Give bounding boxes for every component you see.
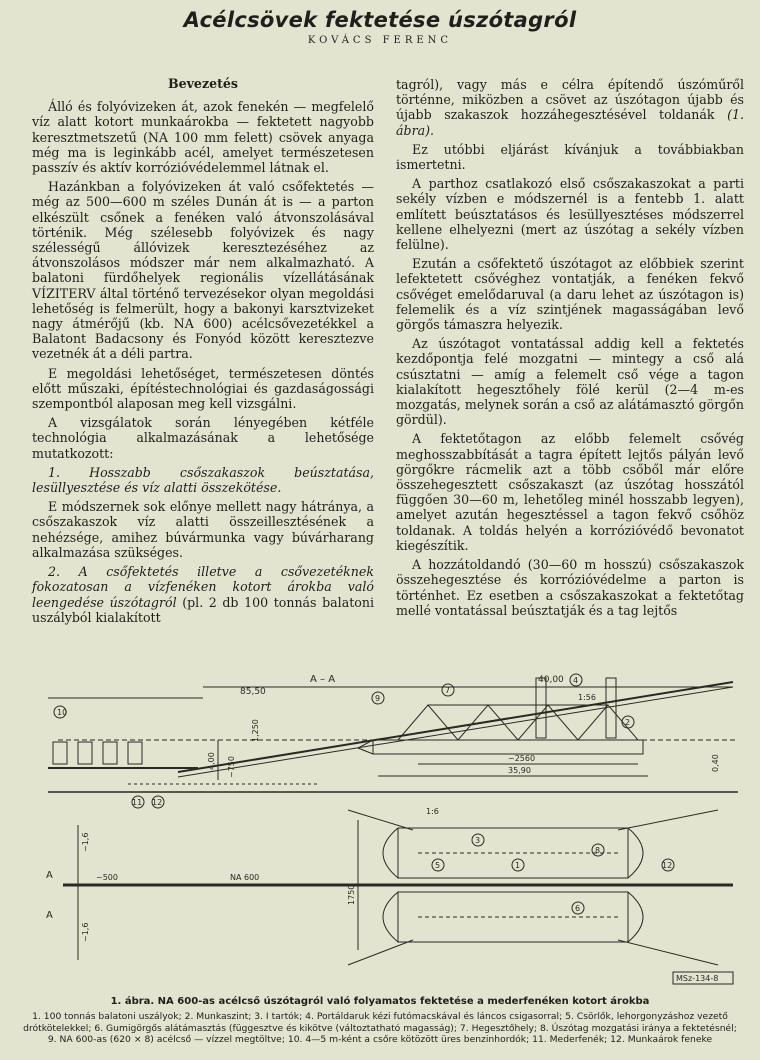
paragraph: Hazánkban a folyóvizeken át való csőfektetés — még az 500—600 m széles Dunán át is — a parton elkészült csőnek a fenéken való átvonszolásával történik. Még szélesebb folyóvizek és nagy szélességű állóvizek keresztezéséhez az átvonszolásos módszer már nem alkalmazható. A balatoni fürdőhelyek regionális vízellátásának VÍZITERV által történő tervezésekor olyan megoldási lehetőség is felmerült, hogy a bakonyi karsztvizeket nagy átmérőjű (kb. NA 600) acélcsővezetékkel a Balatont Badacsony és Fonyód között keresztezve vezetnék át a déli partra. bbox=[32, 179, 374, 362]
paragraph: A parthoz csatlakozó első csőszakaszokat a parti sekély vízben e módszernél is a fentebb 1. alatt említett beúsztatásos és lesüllyesztéses módszerrel kellene elhelyezni (mert az úszótag a sekély vízben felülne). bbox=[396, 176, 744, 253]
list-item-text: 1. Hosszabb csőszakaszok beúsztatása, lesüllyesztése és víz alatti összekötése. bbox=[32, 464, 374, 496]
figure-caption-title: 1. ábra. NA 600-as acélcső úszótagról való folyamatos fektetése a mederfenéken kotort árokba bbox=[110, 996, 650, 1007]
paragraph: E módszernek sok előnye mellett nagy hátránya, a csőszakaszok víz alatti összeillesztésének a nehézsége, amihez búvármunka vagy búvárharang alkalmazása szükséges. bbox=[32, 499, 374, 560]
section-heading: Bevezetés bbox=[167, 76, 239, 91]
barrel-icon bbox=[53, 742, 67, 764]
list-item-text: 2. A csőfektetés illetve a csővezetéknek fokozatosan a vízfenéken kotort árokba való leengedése úszótagról bbox=[32, 564, 374, 610]
callout-number: 9 bbox=[375, 694, 381, 703]
section-label: A – A bbox=[310, 674, 336, 685]
callout-number: 4 bbox=[573, 676, 579, 685]
anchor-cable bbox=[618, 940, 718, 965]
slope-label: 1:56 bbox=[578, 693, 596, 702]
callout-number: 12 bbox=[662, 861, 673, 870]
anchor-cable bbox=[618, 810, 718, 830]
barrel-icon bbox=[103, 742, 117, 764]
paragraph: Ez utóbbi eljárást kívánjuk a továbbiakban ismertetni. bbox=[396, 141, 744, 173]
dimension-label: ~2560 bbox=[508, 754, 536, 763]
list-item bbox=[32, 465, 374, 495]
slope-label: 1:6 bbox=[426, 807, 439, 816]
dimension-label: 1,250 bbox=[251, 719, 260, 742]
barrel-icon bbox=[78, 742, 92, 764]
right-column bbox=[396, 77, 744, 622]
dimension-label: 0,40 bbox=[711, 754, 720, 772]
dimension-label: 1750 bbox=[347, 884, 356, 905]
list-item-tail: (pl. 2 db 100 tonnás balatoni uszályból kialakított bbox=[32, 594, 374, 625]
truss bbox=[398, 705, 638, 740]
callout-number: 2 bbox=[625, 718, 631, 727]
paragraph: A vizsgálatok során lényegében kétféle technológia alkalmazásának a lehetősége mutatkozott: bbox=[32, 415, 374, 461]
dimension-label: 35,90 bbox=[508, 766, 531, 775]
section-marker: A bbox=[46, 910, 53, 921]
paragraph: E megoldási lehetőséget, természetesen döntés előtt műszaki, építéstechnológiai és gazdaságossági szempontból alaposan meg kell vizsgálni. bbox=[32, 365, 374, 412]
barge-bow-plan bbox=[383, 892, 398, 942]
paragraph: Az úszótagot vontatással addig kell a fektetés kezdőpontja felé mozgatni — mintegy a cső alá csúsztatni — amíg a felemelt cső vége a tagon kialakított hegesztőhely fölé kerül (2—4 m-es mozgatás, melynek során a cső az alátámasztó görgőn gördül). bbox=[396, 336, 744, 428]
article-title: Acélcsövek fektetése úszótagról bbox=[183, 8, 577, 32]
callout-number: 1 bbox=[515, 861, 521, 870]
paragraph: A fektetőtagon az előbb felemelt csővég meghosszabbítását a tagra épített lejtős pályán levő görgőkre rácmelik azt a több csőből már előre összehegesztett csőszakaszt (az úszótag hosszától függően 30—60 m, lehetőleg minél hosszabb legyen), amelyet azután hegesztéssel a tagon fekvő csőhöz toldanak. A toldás helyén a korrózióvédő bevonatot kiegészítik. bbox=[396, 431, 744, 553]
paragraph: A hozzátoldandó (30—60 m hosszú) csőszakaszok összehegesztése és korrózióvédelme a parton is történhet. Ez esetben a csőszakaszokat a fektetőtag mellé vontatással beúsztatják és a tag lejtős bbox=[396, 557, 744, 618]
barge bbox=[373, 740, 643, 754]
paragraph: Álló és folyóvizeken át, azok fenekén — megfelelő víz alatt kotort munkaárokba — fektetett nagyobb keresztmetszetű (NA 100 mm felett) csövek anyaga még ma is leginkább acél, amelyet természetesen passzív és aktív korrózióvédelemmel látnak el. bbox=[32, 99, 374, 176]
paragraph-text: tagról), vagy más e célra építendő úszóműről történne, miközben a csövet az úszótagon újabb és újabb szakaszok hozzáhegesztésével toldanák bbox=[396, 77, 744, 123]
callout-number: 12 bbox=[152, 798, 163, 807]
figure-reference: (1. ábra). bbox=[396, 107, 744, 138]
dimension-label: 85,50 bbox=[240, 687, 266, 697]
section-marker: A bbox=[46, 870, 53, 881]
left-column bbox=[32, 70, 374, 629]
barrel-icon bbox=[128, 742, 142, 764]
dimension-label: 40,00 bbox=[538, 675, 564, 685]
callout-number: 6 bbox=[575, 904, 581, 913]
dimension-label: ~1,6 bbox=[81, 832, 90, 852]
dimension-label: ~750 bbox=[227, 756, 236, 778]
callout-number: 7 bbox=[445, 686, 451, 695]
callout-number: 3 bbox=[475, 836, 481, 845]
paragraph: Ezután a csőfektető úszótagot az előbbiek szerint lefektetett csővéghez vontatják, a fenéken fekvő csővéget emelődaruval (a daru lehet az úszótagon is) felemelik és a víz szintjének magasságában levő görgős támaszra helyezik. bbox=[396, 256, 744, 333]
pipe-label: NA 600 bbox=[230, 873, 260, 882]
drawing-stamp-text: MSz-134-8 bbox=[676, 974, 719, 983]
engineering-drawing bbox=[18, 660, 742, 990]
callout-number: 10 bbox=[57, 708, 68, 717]
dimension-label: ~1,6 bbox=[81, 922, 90, 942]
callout-number: 8 bbox=[595, 846, 601, 855]
barge-stern-plan bbox=[628, 892, 643, 942]
article-author: KOVÁCS FERENC bbox=[307, 35, 453, 46]
figure-caption-body: 1. 100 tonnás balatoni uszályok; 2. Munkaszint; 3. I tartók; 4. Portáldaruk kézi futómacskával és láncos csigasorral; 5. Csörlők, lehorgonyzáshoz vezető drótkötelekkel; 6. Gumigörgős alátámasztás (függesztve és kikötve (változtatható magasság); 7. Hegesztőhely; 8. Úszótag mozgatási iránya a fektetésnél; 9. NA 600-as (620 × 8) acélcső — vízzel megtöltve; 10. 4—5 m-ként a csőre kötözött üres benzinhordók; 11. Mederfenék; 12. Munkaárok feneke bbox=[23, 1011, 737, 1045]
list-item bbox=[32, 564, 374, 625]
callout-number: 5 bbox=[435, 861, 441, 870]
paragraph bbox=[396, 77, 744, 138]
callout-number: 11 bbox=[132, 798, 143, 807]
dimension-label: ~500 bbox=[96, 873, 118, 882]
barge-bow-plan bbox=[383, 828, 398, 878]
barge-stern-plan bbox=[628, 828, 643, 878]
dimension-label: 4,00 bbox=[207, 752, 216, 770]
